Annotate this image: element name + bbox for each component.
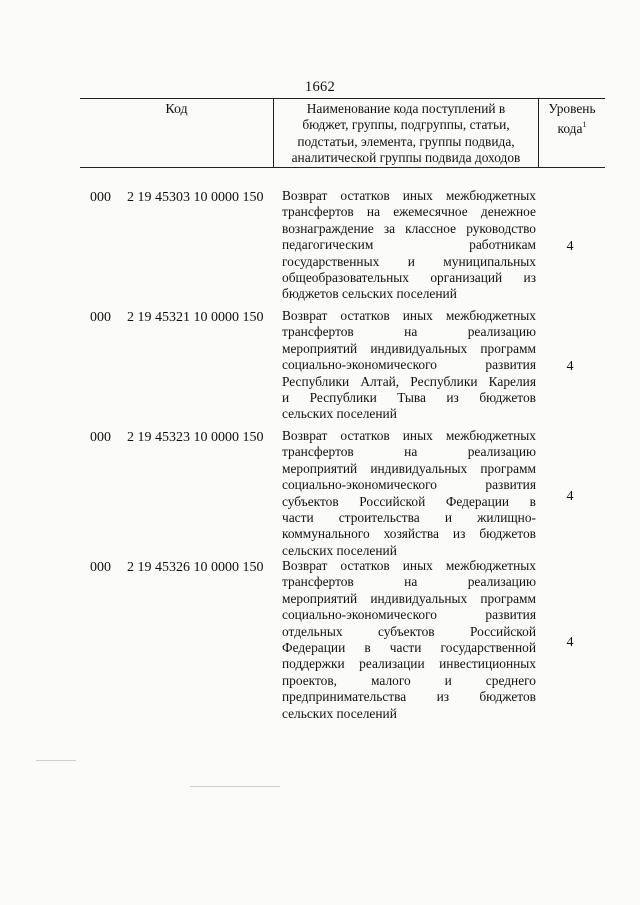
scan-artifact xyxy=(190,786,280,787)
row-level: 4 xyxy=(566,489,574,504)
description-line: социально-экономического развития xyxy=(282,477,536,493)
description-line: мероприятий индивидуальных программ xyxy=(282,460,536,476)
description-line: общеобразовательных организаций из xyxy=(282,270,536,286)
description-line: предпринимательства из бюджетов xyxy=(282,689,536,705)
description-line: Возврат остатков иных межбюджетных xyxy=(282,308,536,323)
description-line: мероприятий индивидуальных программ xyxy=(282,340,536,356)
description-line: Федерации в части государственной xyxy=(282,640,536,656)
description-line: поддержки реализации инвестиционных xyxy=(282,656,536,672)
header-name-line: подстатьи, элемента, группы подвида, xyxy=(297,133,515,149)
row-code: 2 19 45326 10 0000 150 xyxy=(127,560,264,575)
row-code-prefix: 000 xyxy=(90,430,111,445)
row-description xyxy=(282,308,536,423)
footnote-mark: 1 xyxy=(582,120,587,130)
header-name xyxy=(274,101,538,167)
header-code: Код xyxy=(165,102,188,117)
header-level-line xyxy=(539,117,605,137)
row-level: 4 xyxy=(566,359,574,374)
table-header xyxy=(80,98,605,168)
description-line: Возврат остатков иных межбюджетных xyxy=(282,428,536,443)
row-code-prefix: 000 xyxy=(90,310,111,325)
row-code-prefix: 000 xyxy=(90,190,111,205)
description-line: субъектов Российской Федерации в xyxy=(282,493,536,509)
header-level xyxy=(539,101,605,138)
description-line: государственных и муниципальных xyxy=(282,253,536,269)
description-line: Возврат остатков иных межбюджетных xyxy=(282,188,536,203)
description-line: трансфертов на реализацию xyxy=(282,444,536,460)
description-line: трансфертов на реализацию xyxy=(282,574,536,590)
header-level-line: Уровень xyxy=(548,101,596,116)
row-code: 2 19 45323 10 0000 150 xyxy=(127,430,264,445)
description-line: части строительства и жилищно- xyxy=(282,510,536,526)
description-line: отдельных субъектов Российской xyxy=(282,623,536,639)
description-line: Возврат остатков иных межбюджетных xyxy=(282,558,536,573)
description-line: сельских поселений xyxy=(282,705,397,721)
description-line: мероприятий индивидуальных программ xyxy=(282,590,536,606)
description-line: бюджетов сельских поселений xyxy=(282,286,457,302)
description-line: сельских поселений xyxy=(282,542,397,558)
scan-artifact xyxy=(36,760,76,761)
header-name-line: Наименование кода поступлений в xyxy=(306,101,506,116)
description-line: и Республики Тыва из бюджетов xyxy=(282,390,536,406)
row-level: 4 xyxy=(566,635,574,650)
description-line: Республики Алтай, Республики Карелия xyxy=(282,373,536,389)
description-line: вознаграждение за классное руководство xyxy=(282,220,536,236)
description-line: трансфертов на реализацию xyxy=(282,324,536,340)
row-description xyxy=(282,558,536,722)
row-description xyxy=(282,428,536,559)
description-line: коммунального хозяйства из бюджетов xyxy=(282,526,536,542)
description-line: педагогическим работникам xyxy=(282,237,536,253)
description-line: социально-экономического развития xyxy=(282,607,536,623)
row-code-prefix: 000 xyxy=(90,560,111,575)
description-line: социально-экономического развития xyxy=(282,357,536,373)
row-code: 2 19 45321 10 0000 150 xyxy=(127,310,264,325)
header-name-line: бюджет, группы, подгруппы, статьи, xyxy=(302,117,510,133)
description-line: сельских поселений xyxy=(282,406,397,422)
description-line: трансфертов на ежемесячное денежное xyxy=(282,204,536,220)
header-level-text: кода xyxy=(557,121,583,137)
header-name-line: аналитической группы подвида доходов xyxy=(291,150,521,166)
row-level: 4 xyxy=(566,239,574,254)
row-description xyxy=(282,188,536,303)
page-number: 1662 xyxy=(304,79,336,95)
description-line: проектов, малого и среднего xyxy=(282,672,536,688)
row-code: 2 19 45303 10 0000 150 xyxy=(127,190,264,205)
